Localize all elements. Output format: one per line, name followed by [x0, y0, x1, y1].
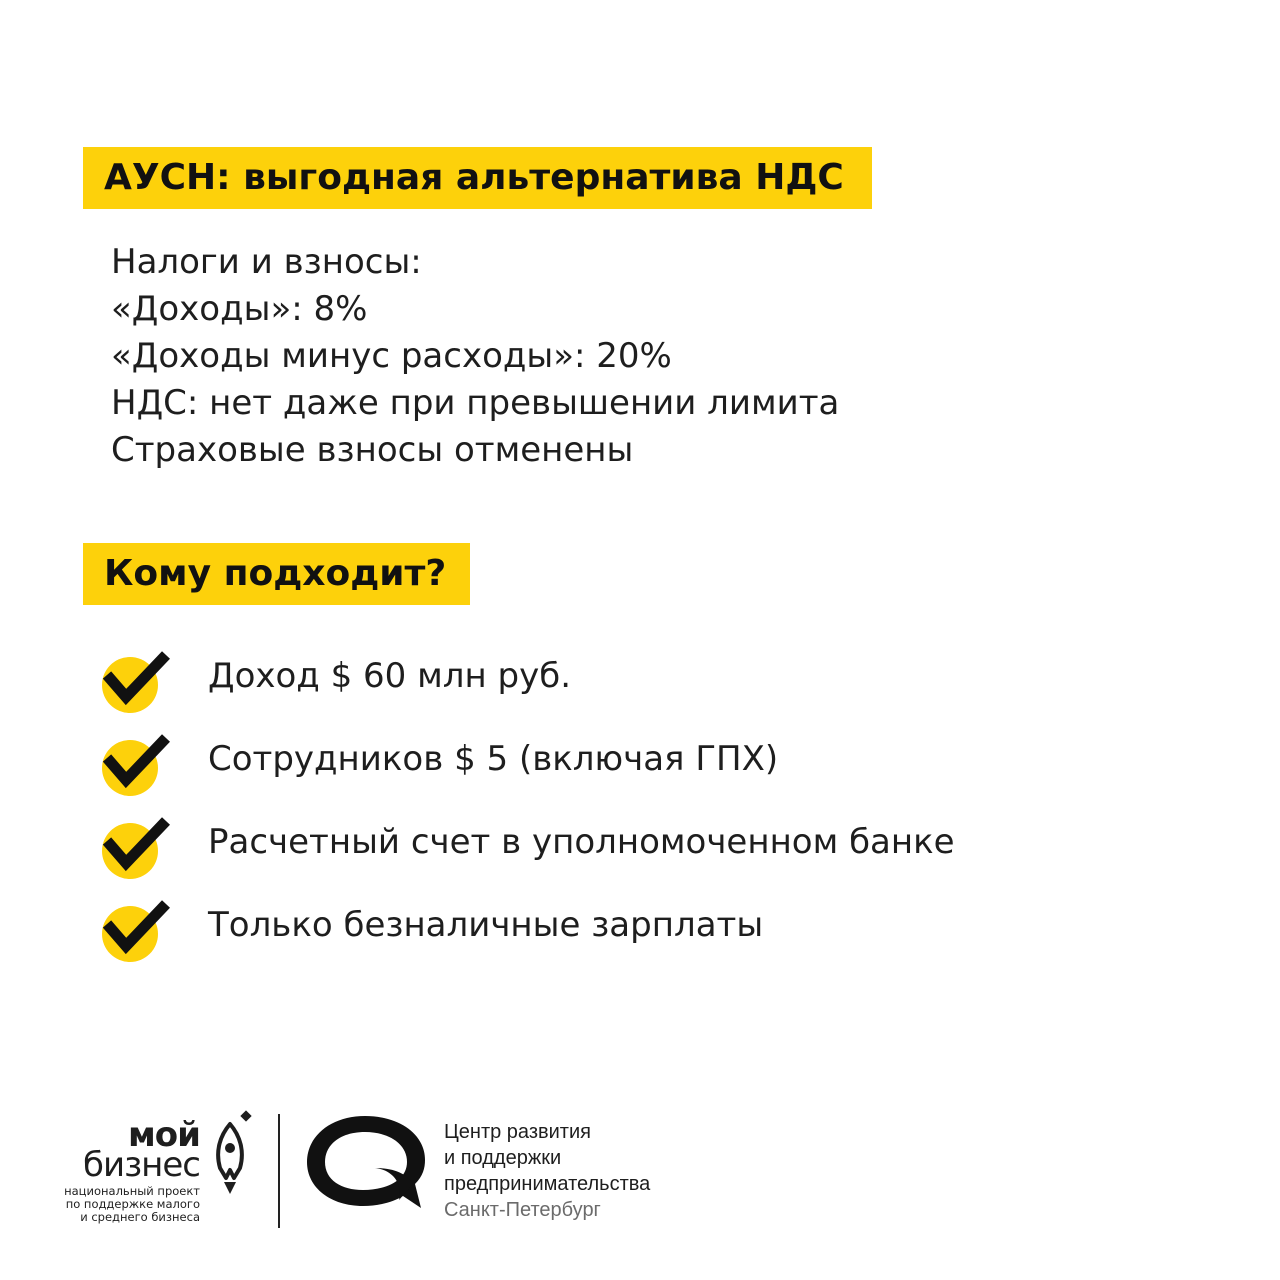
section-title-ausn [83, 147, 872, 209]
criteria-text: Только безналичные зарплаты [208, 904, 764, 945]
checkmark-icon [100, 641, 160, 711]
criteria-text: Доход $ 60 млн руб. [208, 655, 572, 696]
tax-line: «Доходы»: 8% [111, 289, 368, 329]
moy-biznes-word1: мой [128, 1115, 200, 1155]
criteria-item [100, 883, 955, 966]
center-org-line: предпринимательства [444, 1173, 651, 1195]
rocket-pin-icon [212, 1110, 256, 1200]
moy-biznes-subtitle [30, 1185, 200, 1224]
moy-biznes-subtitle-line: по поддержке малого [65, 1197, 200, 1211]
criteria-list [100, 634, 955, 966]
section-title-who-fits-text: Кому подходит? [104, 553, 447, 594]
tax-line: Налоги и взносы: [111, 242, 422, 282]
section-title-ausn-text: АУСН: выгодная альтернатива НДС [104, 157, 844, 198]
checkmark-icon [100, 724, 160, 794]
center-org-city: Санкт-Петербург [444, 1199, 601, 1221]
center-org-name [444, 1119, 650, 1223]
criteria-item [100, 717, 955, 800]
criteria-text: Сотрудников $ 5 (включая ГПХ) [208, 738, 779, 779]
moy-biznes-subtitle-line: и среднего бизнеса [80, 1210, 200, 1224]
moy-biznes-word2: бизнес [83, 1145, 200, 1185]
footer-divider [278, 1114, 280, 1228]
speech-bubble-logo-icon [303, 1112, 429, 1216]
checkmark-icon [100, 807, 160, 877]
center-org-line: Центр развития [444, 1121, 591, 1143]
tax-line: НДС: нет даже при превышении лимита [111, 383, 840, 423]
center-org-line: и поддержки [444, 1147, 562, 1169]
tax-line: Страховые взносы отменены [111, 430, 634, 470]
tax-info-list [111, 239, 839, 474]
tax-line: «Доходы минус расходы»: 20% [111, 336, 672, 376]
moy-biznes-subtitle-line: национальный проект [64, 1184, 200, 1198]
criteria-item [100, 634, 955, 717]
checkmark-icon [100, 890, 160, 960]
section-title-who-fits [83, 543, 470, 605]
criteria-item [100, 800, 955, 883]
criteria-text: Расчетный счет в уполномоченном банке [208, 821, 955, 862]
